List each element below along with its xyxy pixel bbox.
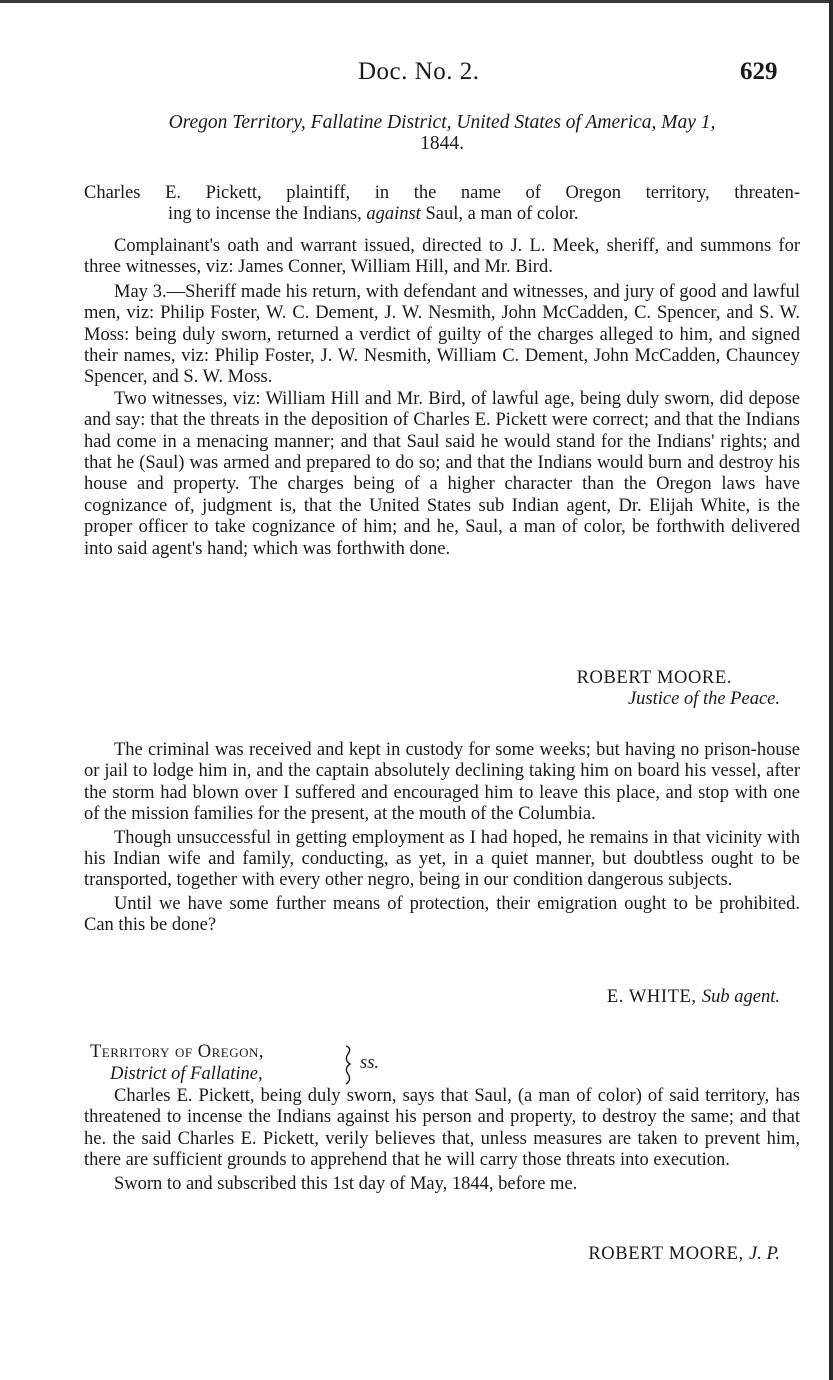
case-caption-line-1: Charles E. Pickett, plaintiff, in the name of Oregon territory, threaten- bbox=[84, 183, 800, 203]
record-dateline bbox=[84, 112, 800, 154]
affidavit-signature-title: J. P. bbox=[748, 1244, 780, 1264]
letter-signature bbox=[84, 987, 780, 1008]
venue-territory: Territory of Oregon, bbox=[90, 1042, 264, 1062]
dateline-line-1: Oregon Territory, Fallatine District, United States of America, May 1, bbox=[168, 112, 716, 133]
record-signature-title: Justice of the Peace. bbox=[627, 689, 780, 710]
letter-signature-title: Sub agent. bbox=[701, 987, 780, 1007]
case-caption bbox=[84, 183, 800, 226]
record-paragraph-3: Two witnesses, viz: William Hill and Mr. Bird, of lawful age, being duly sworn, did depose and say: that the threats in the deposition of Charles E. Pickett were correct; and that the Indians had come in a menacing manner; and that Saul said he would stand for the Indians' rights; and that he (Saul) was armed and prepared to do so; and that the Indians would burn and destroy his house and property. The charges being of a higher character than the Oregon laws have cognizance of, judgment is, that the United States sub Indian agent, Dr. Elijah White, is the proper officer to take cognizance of him; and he, Saul, a man of color, be forthwith delivered into said agent's hand; which was forthwith done. bbox=[84, 388, 800, 559]
record-body bbox=[84, 236, 800, 560]
venue-ss: ss. bbox=[360, 1053, 380, 1073]
letter-signature-name: E. WHITE, bbox=[606, 987, 702, 1007]
case-caption-emphasis: against bbox=[366, 204, 421, 225]
record-paragraph-2: May 3.—Sheriff made his return, with defendant and witnesses, and jury of good and lawful men, viz: Philip Foster, W. C. Dement, J. W. Nesmith, John McCadden, C. Spencer, and S. W. Moss: being duly sworn, returned a verdict of guilty of the charges alleged to him, and signed their names, viz: Philip Foster, J. W. Nesmith, William C. Dement, John McCadden, Chauncey Spencer, and S. W. Moss. bbox=[84, 281, 800, 388]
page-edge-top bbox=[0, 0, 833, 3]
letter-body bbox=[84, 740, 800, 937]
affidavit-signature bbox=[84, 1244, 780, 1265]
dateline-line-2: 1844. bbox=[420, 133, 464, 154]
page-header bbox=[0, 58, 833, 92]
affidavit-paragraph-2: Sworn to and subscribed this 1st day of May, 1844, before me. bbox=[114, 1173, 578, 1194]
record-paragraph-1: Complainant's oath and warrant issued, directed to J. L. Meek, sheriff, and summons for three witnesses, viz: James Conner, William Hill, and Mr. Bird. bbox=[84, 236, 800, 278]
affidavit-signature-name: ROBERT MOORE, bbox=[588, 1244, 749, 1264]
venue-brace-icon bbox=[342, 1044, 358, 1086]
affidavit-venue bbox=[84, 1042, 800, 1088]
record-signature-name: ROBERT MOORE. bbox=[576, 668, 732, 688]
venue-district: District of Fallatine, bbox=[110, 1064, 263, 1084]
letter-paragraph-3: Until we have some further means of protection, their emigration ought to be prohibited. Can this be done? bbox=[84, 893, 800, 936]
case-caption-line-2: ing to incense the Indians, against Saul, a man of color. bbox=[168, 204, 579, 225]
affidavit-paragraph-1: Charles E. Pickett, being duly sworn, says that Saul, (a man of color) of said territory, has threatened to incense the Indians against his person and property, to destroy the same; and that he. the said Charles E. Pickett, verily believes that, unless measures are taken to prevent him, there are sufficient grounds to apprehend that he will carry those threats into execution. bbox=[84, 1086, 800, 1171]
page-number: 629 bbox=[740, 58, 778, 85]
page-edge-right bbox=[829, 0, 833, 1380]
affidavit-body bbox=[84, 1086, 800, 1195]
record-signature bbox=[84, 668, 780, 711]
document-title: Doc. No. 2. bbox=[358, 58, 480, 85]
letter-paragraph-1: The criminal was received and kept in custody for some weeks; but having no prison-house or jail to lodge him in, and the captain absolutely declining taking him on board his vessel, after the storm had blown over I suffered and encouraged him to leave this place, and stop with one of the mission families for the present, at the mouth of the Columbia. bbox=[84, 740, 800, 825]
letter-paragraph-2: Though unsuccessful in getting employment as I had hoped, he remains in that vicinity with his Indian wife and family, conducting, as yet, in a quiet manner, but doubtless ought to be transported, together with every other negro, being in our condition dangerous subjects. bbox=[84, 827, 800, 891]
